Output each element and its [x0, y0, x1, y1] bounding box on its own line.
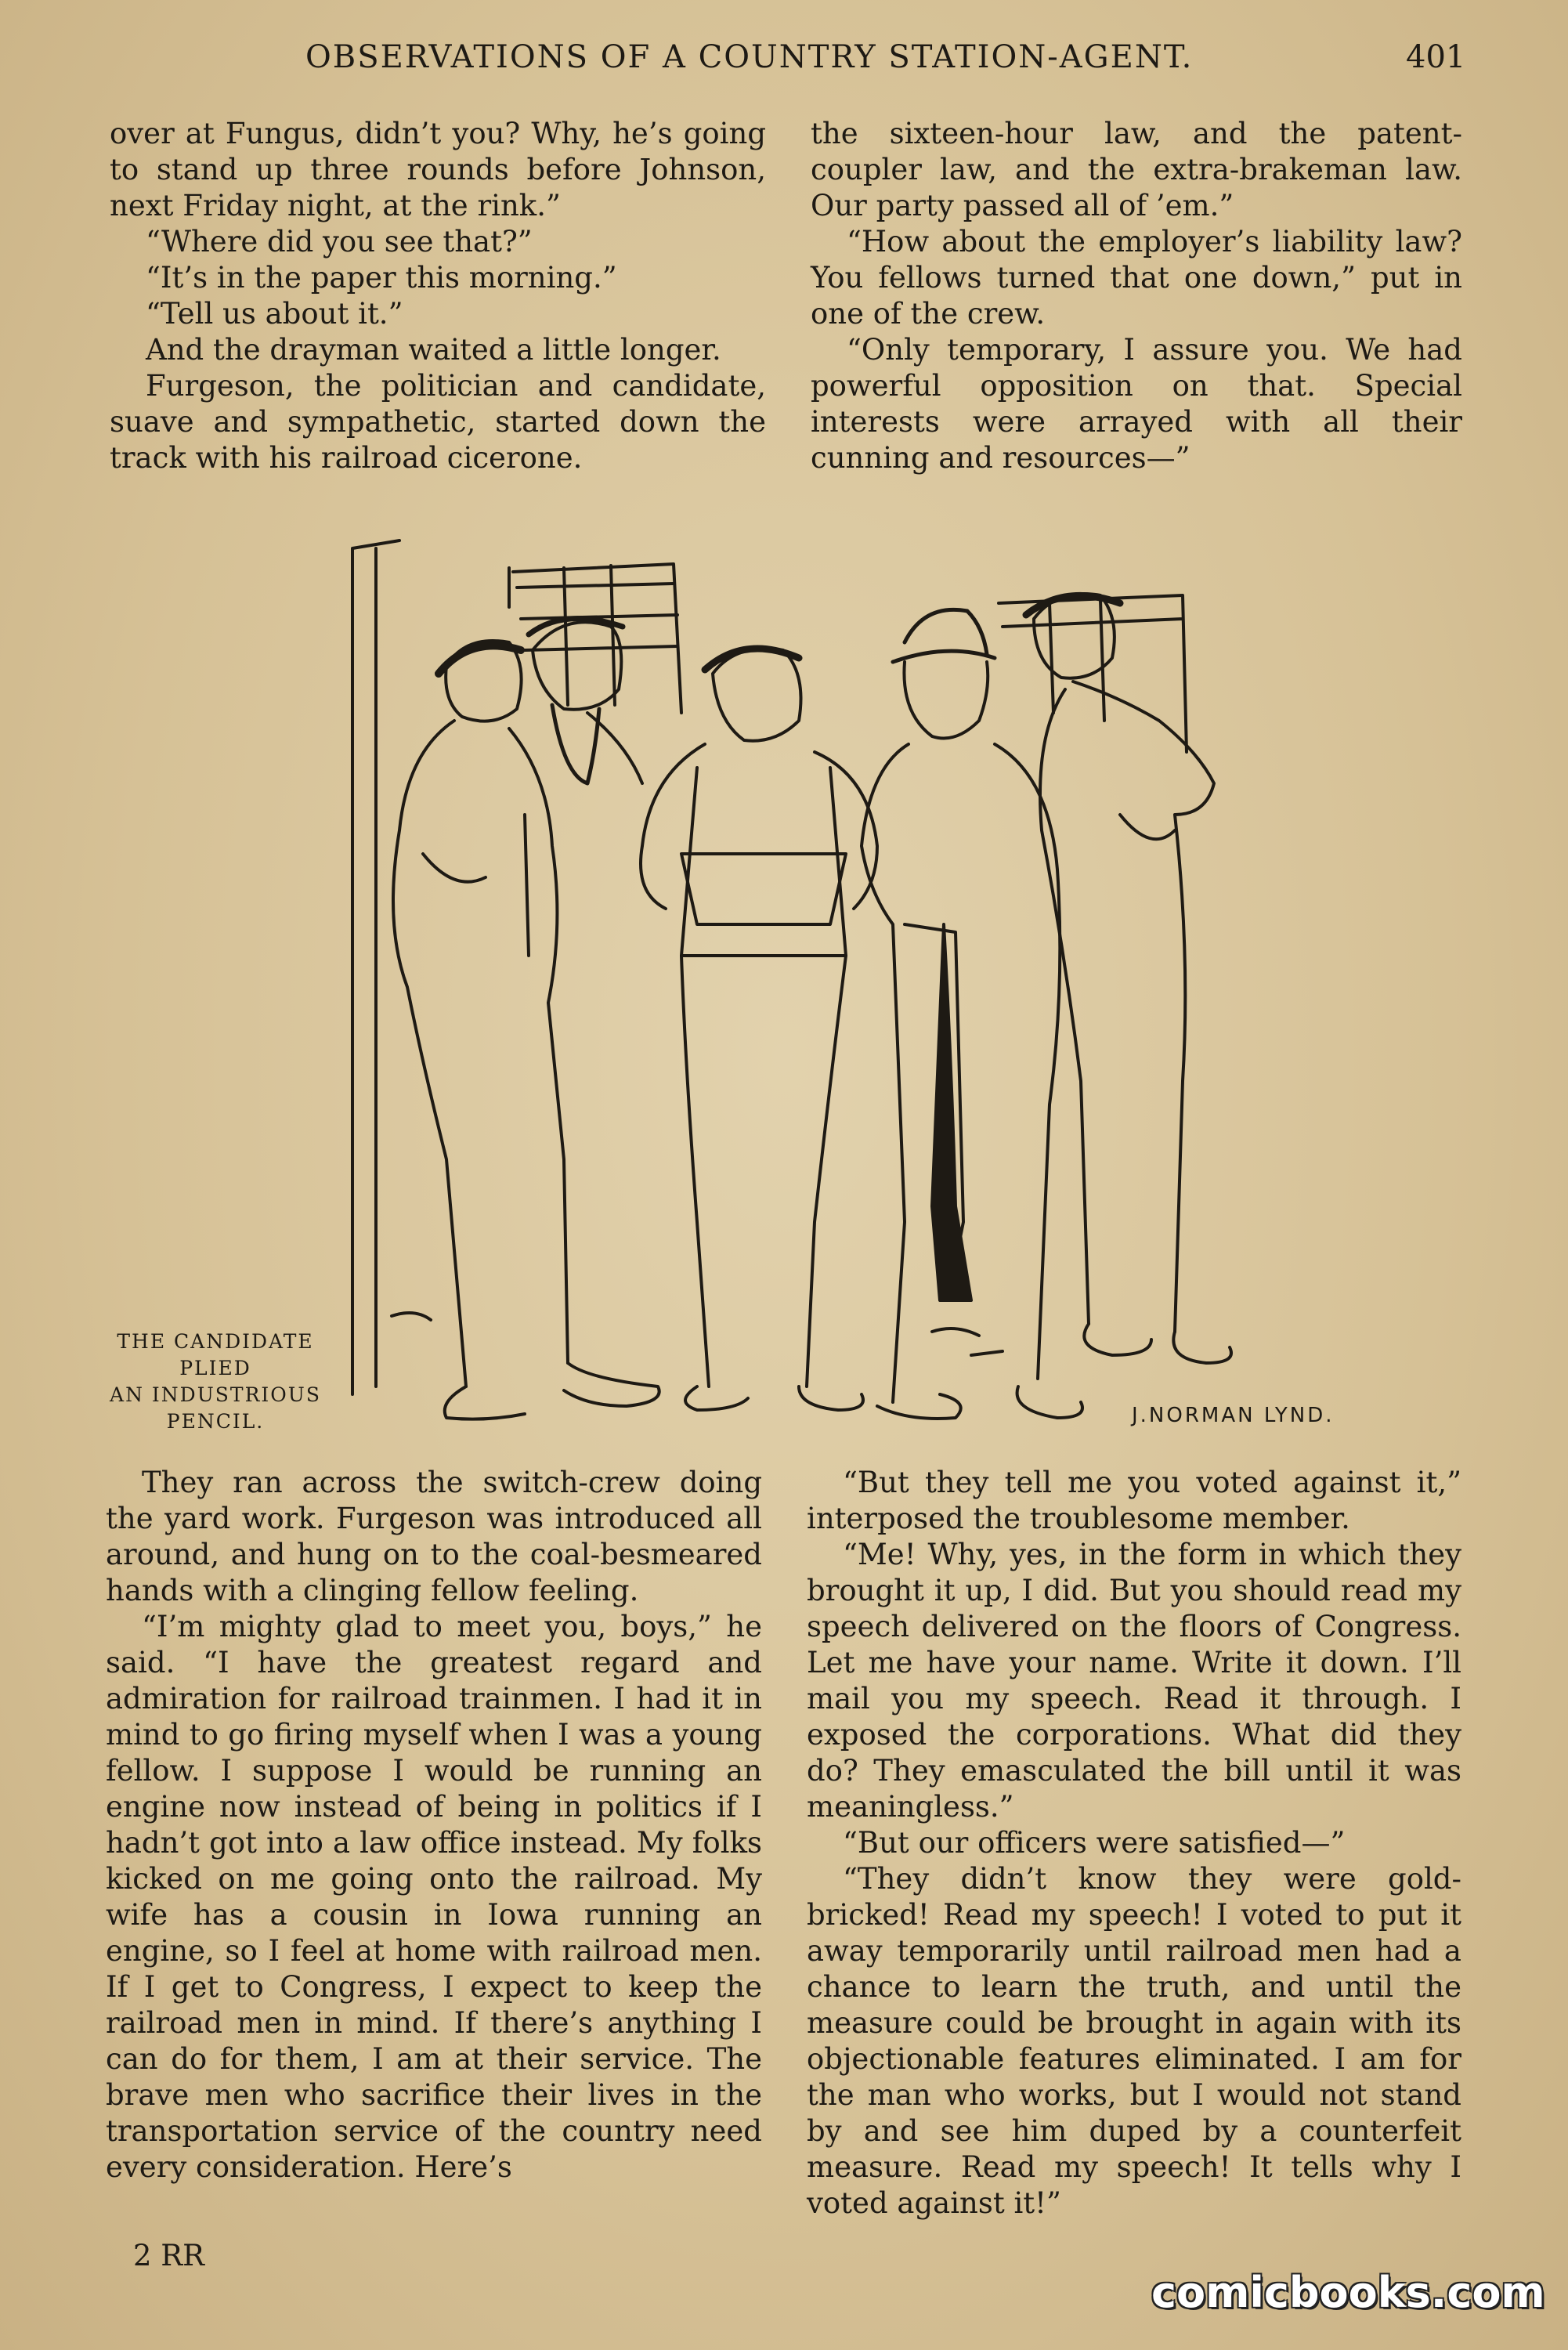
paragraph: the sixteen-hour law, and the patent-coupler law, and the extra-brakeman law. Our party passed all of ’em.”: [811, 117, 1462, 222]
paragraph: “They didn’t know they were gold-bricked! Read my speech! I voted to put it away temporarily until railroad men had a chance to learn the truth, and until the measure could be brought in again with its objectionable features eliminated. I am for the man who works, but I would not stand by and see him duped by a counterfeit measure. Read my speech! It tells why I voted against it!”: [807, 1862, 1461, 2220]
illustration-switch-crew: [329, 517, 1355, 1437]
paragraph: “Me! Why, yes, in the form in which they brought it up, I did. But you should read my speech delivered on the floors of Congress. Let me have your name. Write it down. I’ll mail you my speech. Read it through. I exposed the corporations. What did they do? They emasculated the bill until it was meaningless.”: [807, 1538, 1461, 1824]
column-top-left: [110, 116, 766, 476]
paragraph: “It’s in the paper this morning.”: [146, 261, 617, 295]
paragraph: And the drayman waited a little longer.: [146, 333, 721, 367]
paragraph: “Where did you see that?”: [146, 225, 533, 258]
caption-line: AN INDUSTRIOUS: [110, 1383, 321, 1406]
paragraph: “I’m mighty glad to meet you, boys,” he said. “I have the greatest regard and admiration for railroad trainmen. I had it in mind to go firing myself when I was a young fellow. I suppose I would be running an engine now instead of being in politics if I hadn’t got into a law office instead. My folks kicked on me going onto the railroad. My wife has a cousin in Iowa running an engine, so I feel at home with railroad men. If I get to Congress, I expect to keep the railroad men in mind. If there’s anything I can do for them, I am at their service. The brave men who sacrifice their lives in the transportation service of the country need every consideration. Here’s: [106, 1610, 762, 2184]
paragraph: They ran across the switch-crew doing the yard work. Furgeson was introduced all around, and hung on to the coal-besmeared hands with a clinging fellow feeling.: [106, 1466, 762, 1607]
running-head: OBSERVATIONS OF A COUNTRY STATION-AGENT.: [305, 39, 1194, 75]
watermark: comicbooks.com: [1151, 2268, 1545, 2317]
paragraph: “How about the employer’s liability law? You fellows turned that one down,” put in one of the crew.: [811, 225, 1462, 331]
signature-mark: 2 RR: [133, 2239, 205, 2272]
page-number: 401: [1406, 39, 1466, 75]
paragraph: “But they tell me you voted against it,” interposed the troublesome member.: [807, 1466, 1461, 1535]
paragraph: Furgeson, the politician and candidate, suave and sympathetic, started down the track with his railroad cicerone.: [110, 369, 766, 475]
caption-line: THE CANDIDATE PLIED: [117, 1330, 314, 1379]
column-bottom-left: [106, 1465, 762, 2186]
paragraph: “Only temporary, I assure you. We had powerful opposition on that. Special interests were arrayed with all their cunning and resources—”: [811, 333, 1462, 475]
illustration-caption: [98, 1329, 333, 1435]
illustrator-signature: J.NORMAN LYND.: [1132, 1404, 1335, 1427]
paragraph: over at Fungus, didn’t you? Why, he’s going to stand up three rounds before Johnson, next Friday night, at the rink.”: [110, 117, 766, 222]
column-top-right: [811, 116, 1462, 476]
paragraph: “Tell us about it.”: [146, 297, 403, 331]
paragraph: “But our officers were satisfied—”: [843, 1826, 1346, 1860]
caption-line: PENCIL.: [166, 1410, 265, 1433]
column-bottom-right: [807, 1465, 1461, 2222]
